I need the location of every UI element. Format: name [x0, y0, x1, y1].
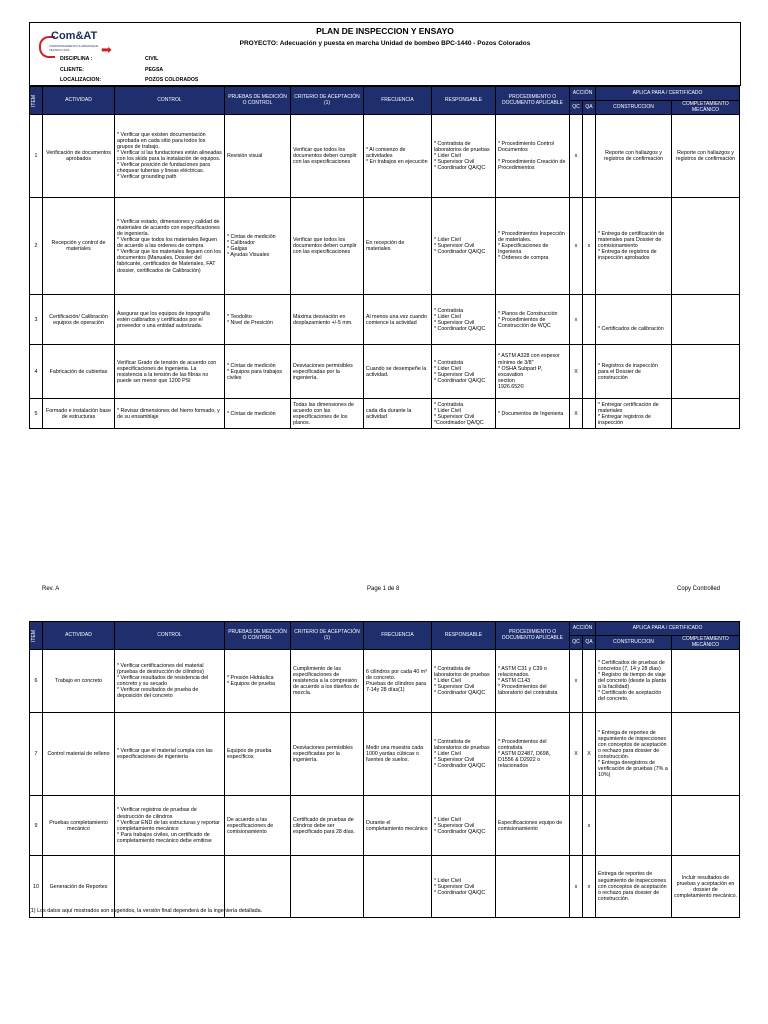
col-responsable-p2: RESPONSABLE	[432, 622, 496, 650]
cell-procedimiento: * Documentos de Ingenieria	[496, 399, 570, 429]
cell-construccion: * Registros de inspección para el Dossier de construcción	[596, 345, 672, 399]
col-procedimiento: PROCEDIMIENTO O DOCUMENTO APLICABLE	[496, 87, 570, 115]
cell-frecuencia: cada día durante la actividad	[364, 399, 432, 429]
table-row	[30, 295, 740, 345]
meta-value-cliente: PEGSA	[145, 67, 164, 73]
col-aplica-p2: APLICA PARA / CERTIFICADO	[596, 622, 740, 636]
cell-actividad: Formado e instalación base de estructuras	[43, 399, 115, 429]
cell-qc: X	[570, 399, 583, 429]
cell-criterio: Verificar que todos los documentos deben cumplir con las especificaciones	[291, 115, 364, 198]
cell-construccion: Reporte con hallazgos y registros de confirmación	[596, 115, 672, 198]
cell-criterio: Todas las dimensiones de acuerdo con las especificaciones de los planos.	[291, 399, 364, 429]
cell-item: 10	[30, 856, 43, 918]
cell-qc: x	[570, 650, 583, 713]
cell-item: 5	[30, 399, 43, 429]
cell-control: * Revisar dimensiones del hierro formado, y de su ensamblaje	[115, 399, 225, 429]
cell-criterio	[291, 856, 364, 918]
cell-construccion: * Entregar certificación de materiales * Entregar registros de inspección	[596, 399, 672, 429]
cell-completamiento: Incluir resultados de pruebas y aceptación en dossier de completamiento mecánico.	[672, 856, 740, 918]
table-row	[30, 399, 740, 429]
col-criterio: CRITERIO DE ACEPTACIÓN (1)	[291, 87, 364, 115]
meta-label-cliente: CLIENTE:	[60, 67, 84, 73]
footer-rev: Rev. A	[42, 586, 60, 592]
cell-completamiento	[672, 295, 740, 345]
cell-responsable: * Lider Civil * Supervisor Civil * Coordinador QA/QC	[432, 796, 496, 856]
cell-procedimiento: * Procedimiento Control Documentos * Procedimiento Creación de Procedimientos	[496, 115, 570, 198]
cell-procedimiento: Especificaciones equipo de comisionamiento	[496, 796, 570, 856]
cell-construccion: * Entrega de reportes de seguimiento de inspecciones con conceptos de aceptación o rechazo para dossier de construcción. * Entrega deregistros de verificación de pruebas (7% a 10%)	[596, 713, 672, 796]
cell-control: * Verificar estado, dimensiones y calidad de materiales de acuerdo con especificaciones de ingeniería. * Verificar que todos los materiales lleguen de acuerdo a las ordenes de compra * Verificar que los materiales lleguen con los documentos (Manuales, Dossier del fabricante, certificados de Materiales, FAT dossier, certificados de Calibración)	[115, 198, 225, 295]
col-completamiento-p2: COMPLETAMIENTO MECÁNICO	[672, 636, 740, 650]
cell-frecuencia: 6 cilindros por cada 40 m³ de concreto. Pruebas de cilindros para 7-14y 28 días(1)	[364, 650, 432, 713]
cell-control: * Verificar que existen documentación aprobada en cada sitio para todos los grupos de trabajo. * Verificar si las fundaciones están alineadas con los skids para la instalación de equipos. * Verificar posición de fundaciones para chequear tuberias y lineas eléctricas. * Verificar grounding path	[115, 115, 225, 198]
table-row	[30, 115, 740, 198]
footnote: (1) Los datos aquí mostrados son sugeridos, la versión final dependerá de la ingeniería detallada.	[29, 908, 263, 914]
cell-actividad: Recepción y control de materiales	[43, 198, 115, 295]
col-qc-p2: QC	[570, 636, 583, 650]
inspection-table-page2	[29, 621, 740, 918]
col-pruebas: PRUEBAS DE MEDICIÓN O CONTROL	[225, 87, 291, 115]
cell-control: * Verificar que el material cumpla con las especificaciones de ingeniería	[115, 713, 225, 796]
cell-completamiento	[672, 650, 740, 713]
cell-qa: x	[583, 856, 596, 918]
cell-frecuencia: Medir una muestra cada 1000 yardas cúbicas o fuentes de suelos.	[364, 713, 432, 796]
table-row	[30, 796, 740, 856]
col-frecuencia: FRECUENCIA	[364, 87, 432, 115]
col-completamiento: COMPLETAMIENTO MECÁNICO	[672, 101, 740, 115]
cell-frecuencia: * Al comienzo de actividades * En trabajos en ejecución	[364, 115, 432, 198]
table-row	[30, 198, 740, 295]
cell-qa: x	[583, 198, 596, 295]
col-item: ITEM	[31, 94, 37, 107]
cell-control: * Verificar registros de pruebas de destrucción de cilindros * Verificar END de las estructuras y reportar completamiento mecánico * Para trabajos civiles, un certificado de completamiento mecánico debe emitirse	[115, 796, 225, 856]
col-item-p2: ITEM	[31, 629, 37, 642]
cell-qc	[570, 796, 583, 856]
cell-frecuencia: Durante el completamiento mecánico	[364, 796, 432, 856]
cell-procedimiento: * Planos de Construcción * Procedimientos de Construcción de WQC	[496, 295, 570, 345]
cell-actividad: Pruebas completamiento mecánico	[43, 796, 115, 856]
cell-completamiento	[672, 796, 740, 856]
cell-responsable: * Contratista de laboratorios de pruebas * Lider Civil * Supervisor Civil * Coordinador QA/QC	[432, 650, 496, 713]
cell-qa: x	[583, 796, 596, 856]
cell-pruebas: * Presión Hidráulica * Equipos de prueba	[225, 650, 291, 713]
cell-qa	[583, 295, 596, 345]
cell-item: 6	[30, 650, 43, 713]
col-accion: ACCIÓN	[570, 87, 596, 101]
col-procedimiento-p2: PROCEDIMIENTO O DOCUMENTO APLICABLE	[496, 622, 570, 650]
cell-actividad: Fabricación de cubiertas	[43, 345, 115, 399]
cell-criterio: Desviaciones permisibles especificadas por la ingeniería.	[291, 345, 364, 399]
cell-pruebas: De acuerdo a las especificaciones de comisionamiento	[225, 796, 291, 856]
meta-label-localizacion: LOCALIZACION:	[60, 77, 101, 83]
cell-actividad: Trabajo en concreto	[43, 650, 115, 713]
cell-qa	[583, 115, 596, 198]
cell-item: 4	[30, 345, 43, 399]
logo-name: Com&AT	[51, 30, 98, 42]
cell-completamiento	[672, 345, 740, 399]
footer-copy: Copy Controlled	[677, 586, 721, 592]
col-qa: QA	[583, 101, 596, 115]
col-criterio-p2: CRITERIO DE ACEPTACIÓN (1)	[291, 622, 364, 650]
cell-item: 7	[30, 713, 43, 796]
cell-qc: x	[570, 198, 583, 295]
cell-actividad: Certificación/ Calibración equipos de operación	[43, 295, 115, 345]
cell-completamiento	[672, 713, 740, 796]
col-control: CONTROL	[115, 87, 225, 115]
cell-control: Asegurar que los equipos de topografía estén calibrados y certificados por el proveedor o una entidad autorizada.	[115, 295, 225, 345]
cell-qc: X	[570, 713, 583, 796]
cell-actividad: Generación de Reportes	[43, 856, 115, 918]
cell-responsable: * Lider Civil * Supervisor Civil * Coordinador QA/QC	[432, 198, 496, 295]
cell-pruebas: * Cintas de medición * Calibrador * Galgas * Ayudas Visuales	[225, 198, 291, 295]
col-qc: QC	[570, 101, 583, 115]
document-header	[29, 22, 741, 86]
col-actividad-p2: ACTIVIDAD	[43, 622, 115, 650]
cell-procedimiento: * ASTM C31 y C39 o relacionados. * ASTM C143 * Procedimientos del laboratorio del contratista	[496, 650, 570, 713]
cell-qa	[583, 650, 596, 713]
cell-procedimiento: * ASTM A328 con espesor mínimo de 3/8" * OSHA Subpart P, excavation section 1926.652©	[496, 345, 570, 399]
cell-procedimiento	[496, 856, 570, 918]
logo-subtitle: COMISIONAMIENTO & ARRANQUE TECNICO SAS	[49, 44, 99, 52]
col-accion-p2: ACCIÓN	[570, 622, 596, 636]
cell-completamiento	[672, 198, 740, 295]
cell-criterio: Máxima desviación en desplazamiento +/-5 mm.	[291, 295, 364, 345]
table-row	[30, 345, 740, 399]
footer-page: Page 1 de 8	[367, 586, 400, 592]
cell-construccion: Entrega de reportes de seguimiento de inspecciones con conceptos de aceptación o rechazo para dossier de construcción.	[596, 856, 672, 918]
table-row	[30, 650, 740, 713]
cell-actividad: Verificación de documentos aprobados	[43, 115, 115, 198]
table-row	[30, 713, 740, 796]
cell-qa: X	[583, 713, 596, 796]
cell-frecuencia: Al menos una vez cuando comience la actividad	[364, 295, 432, 345]
meta-value-localizacion: POZOS COLORADOS	[145, 77, 199, 83]
cell-pruebas: * Cintas de medición	[225, 399, 291, 429]
cell-criterio: Certificado de pruebas de cilindros debe ser especificado para 28 días.	[291, 796, 364, 856]
cell-item: 1	[30, 115, 43, 198]
col-control-p2: CONTROL	[115, 622, 225, 650]
cell-frecuencia	[364, 856, 432, 918]
cell-item: 9	[30, 796, 43, 856]
cell-responsable: * Contratista de laboratorios de pruebas * Lider Civil * Supervisor Civil * Coordinador QA/QC	[432, 713, 496, 796]
col-qa-p2: QA	[583, 636, 596, 650]
cell-responsable: * Lider Civil * Supervisor Civil * Coordinador QA/QC	[432, 856, 496, 918]
cell-completamiento: Reporte con hallazgos y registros de confirmación	[672, 115, 740, 198]
col-pruebas-p2: PRUEBAS DE MEDICIÓN O CONTROL	[225, 622, 291, 650]
cell-procedimiento: * Procedimientos Inspección de materiales. * Especificaciones de Ingenieria * Ordenes de compra	[496, 198, 570, 295]
cell-qa	[583, 399, 596, 429]
cell-criterio: Cumplimiento de las especificaciones de resistencia a la compresión de acuerdo a los diseños de mezcla.	[291, 650, 364, 713]
cell-construccion: * Certificados de calibración	[596, 295, 672, 345]
col-actividad: ACTIVIDAD	[43, 87, 115, 115]
cell-qc: x	[570, 856, 583, 918]
document-title: PLAN DE INSPECCION Y ENSAYO	[316, 26, 454, 36]
col-construccion-p2: CONSTRUCCION	[596, 636, 672, 650]
cell-control: Verificar Grado de tensión de acuerdo con especificaciones de ingenieria. La resistencia a la tensión de las fibras no puede ser menor que 1200 PSI	[115, 345, 225, 399]
cell-pruebas: * Teodolito * Nivel de Presición	[225, 295, 291, 345]
cell-responsable: * Contratista de laboratorios de pruebas * Lider Civil * Supervisor Civil * Coordinador QA/QC	[432, 115, 496, 198]
cell-frecuencia: Cuando se desempeñe la actividad.	[364, 345, 432, 399]
logo-arrow-icon: ➡	[101, 42, 112, 57]
cell-control: * Verificar certificaciones del material (pruebas de destrucción de cilindros) * Verificar resultados de resistencia del concreto y su secado * Verificar resultados de prueba de deposición del concreto	[115, 650, 225, 713]
cell-item: 3	[30, 295, 43, 345]
col-construccion: CONSTRUCCION	[596, 101, 672, 115]
col-aplica: APLICA PARA / CERTIFICADO	[596, 87, 740, 101]
cell-pruebas: Revisión visual	[225, 115, 291, 198]
col-responsable: RESPONSABLE	[432, 87, 496, 115]
cell-construccion: * Certificados de pruebas de concretos (7, 14 y 28 días) * Registro de tiempo de viaje del concreto (desde la planta a la facilidad) * Certificado de aceptación del concreto.	[596, 650, 672, 713]
cell-responsable: * Contratista * Lider Civil * Supervisor Civil * Coordinador QA/QC	[432, 295, 496, 345]
cell-criterio: Desviaciones permisibles especificadas por la ingeniería.	[291, 713, 364, 796]
project-line: PROYECTO: Adecuación y puesta en marcha Unidad de bombeo BPC-1440 - Pozos Colorados	[239, 40, 531, 47]
cell-completamiento	[672, 399, 740, 429]
cell-responsable: * Contratista * Lider Civil * Supervisor Civil * Coordinador QA/QC	[432, 345, 496, 399]
cell-construccion	[596, 796, 672, 856]
cell-pruebas: Equipos de prueba específicos	[225, 713, 291, 796]
cell-responsable: * Contratista * Lider Civil * Supervisor Civil *Coordinador QA/QC	[432, 399, 496, 429]
cell-criterio: Verificar que todos los documentos deben cumplir con las especificaciones	[291, 198, 364, 295]
cell-pruebas: * Cintas de medición * Equipos para trabajos civiles	[225, 345, 291, 399]
meta-label-disciplina: DISCIPLINA :	[60, 56, 93, 62]
cell-qc: x	[570, 295, 583, 345]
cell-actividad: Control material de relleno	[43, 713, 115, 796]
inspection-table-page1	[29, 86, 740, 429]
cell-frecuencia: En recepción de materiales	[364, 198, 432, 295]
cell-qa	[583, 345, 596, 399]
col-frecuencia-p2: FRECUENCIA	[364, 622, 432, 650]
cell-qc: X	[570, 345, 583, 399]
cell-item: 2	[30, 198, 43, 295]
cell-procedimiento: * Procedimientos del contratista * ASTM D2487, D698, D1556 & D2922 o relacionados	[496, 713, 570, 796]
meta-value-disciplina: CIVIL	[145, 56, 159, 62]
cell-qc: x	[570, 115, 583, 198]
cell-construccion: * Entrega de certificación de materiales para Dossier de comisionamiento * Entrega de registros de inspección aprobados	[596, 198, 672, 295]
